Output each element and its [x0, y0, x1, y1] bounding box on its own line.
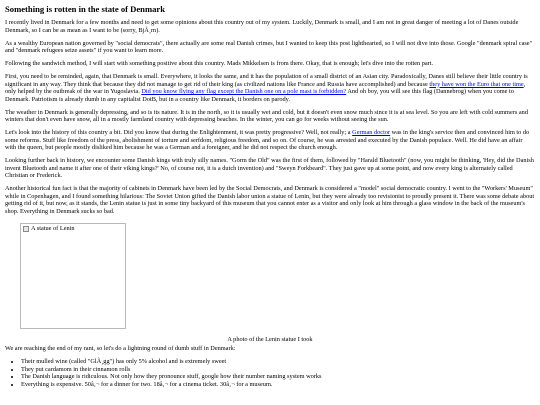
euro-win-link[interactable]: they have won the Euro that one time	[429, 80, 524, 88]
small-country-text-2: , only helped by the outbreak of the war in Yugoslavia.	[5, 80, 526, 95]
history-text-2: was in the king's service then and convinced him to do some reforms. Stuff like freedom of the press, abolishment of torture and serfdom, religious freedom, and so on. Of course, he was arrested and executed by the Danish populace. Well. He did have an affair with the queen, but people mostly disliked him because he was a German and a foreigner, and he did not respect the church enough.	[5, 129, 530, 151]
list-item: • The Danish language is ridiculous. Not only how they pronounce stuff, google how their number naming system works	[21, 373, 535, 381]
small-country-text-1: First, you need to be reminded, again, that Denmark is small. Everywhere, it looks the same, and it has the population of a small district of an Asian city. Paradoxically, Danes still believe their little country is significant in any way. They think that because they did not manage to get rid of their king (as civilized nations like France and Russia have accomplished) and because	[5, 73, 528, 88]
image-alt	[23, 225, 75, 233]
kings-paragraph: Looking further back in history, we encounter some Danish kings with truly silly names. "Gorm the Old" was the first of them, followed by "Harald Bluetooth" (now, you might be thinking, 'Hey, did the Danish invent Bluetooth and name it after one of their viking kings?' No, of course not, it is a dutch invention) and "Sweyn Forkbeard". They just gave up at some point, and now every king is alternately called Christian or Frederick.	[5, 157, 534, 179]
intro-paragraph: I recently lived in Denmark for a few months and need to get some opinions about this country out of my system. Luckily, Denmark is small, and I am not in great danger of meeting a lot of Danes outside Denmark, so I can be as mean as I want to be (sorry, BjÃ¸rn).	[5, 19, 519, 34]
history-text-1: Let's look into the history of this country a bit. Did you know that during the Enlightenment, it was pretty progressive? Well, not really; a	[5, 129, 353, 136]
dumb-stuff-list	[5, 358, 535, 388]
weather-paragraph: The weather in Denmark is generally depressing, and so is its nature. It is in the north, so it is usually wet and cold, but it doesn't even snow much since it is at sea level. So you are left with cold summers and winters that don't even have snow, all in a mostly farmland country with depressing beaches. In the winter, you can go for weeks without seeing the sun.	[5, 108, 528, 123]
lightning-round-paragraph: We are reaching the end of my rant, so let's do a lightning round of dumb stuff in Denmark:	[5, 345, 236, 352]
figure-caption: A photo of the Lenin statue I took	[227, 336, 313, 343]
list-item: • They put cardamom in their cinnamon rolls	[21, 366, 535, 374]
lenin-paragraph: Another historical fun fact is that the majority of cabinets in Denmark have been led by the Social Democrats, and Denmark is considered a "model" social democratic country. I went to the "Workers' Museum" while in Copenhagen, and I found something hilarious: The Soviet Union gifted the Danish labor union a statue of Lenin, but they were already too revisionist to proudly present it. There was some debate about getting rid of it, but now, as it stands, the Lenin statue is just in some tiny backyard of this museum that you cannot enter as a visitor and only look at him through a glass window in the back of the museum's shop. Everything in Denmark sucks so bad.	[5, 185, 535, 215]
history-paragraph	[5, 129, 535, 152]
page-title: Something is rotten in the state of Denmark	[5, 4, 166, 14]
lenin-statue-image	[20, 223, 126, 329]
small-country-text-3: And oh boy, you will see this flag (Dannebrog) when you come to Denmark. Patriotism is already dumb in any capitalist DotB, but in a country like Denmark, it borders on parody.	[5, 88, 514, 103]
democrats-paragraph: As a wealthy European nation governed by "social democrats", there actually are some real Danish crimes, but I wanted to keep this post lighthearted, so I will not dive into those. Google "denmark spiral case" and "denmark refugees seize assets" if you want to learn more.	[5, 39, 533, 54]
list-item: • Their mulled wine (called "GlÃ¸gg") has only 5% alcohol and is extremely sweet	[21, 358, 535, 366]
flag-rule-link[interactable]: Did you know flying any flag except the Danish one on a pole mast is forbidden?	[141, 88, 347, 95]
sandwich-paragraph: Following the sandwich method, I will start with something positive about this country. Mads Mikkelsen is from there. Okay, that is enough; let's dive into the rotten part.	[5, 60, 434, 67]
broken-image-icon	[23, 226, 29, 232]
german-doctor-link[interactable]: German doctor	[352, 129, 391, 136]
small-country-paragraph	[5, 73, 535, 103]
image-alt-text: A statue of Lenin	[31, 225, 75, 232]
lenin-figure	[5, 223, 535, 345]
list-item: • Everything is expensive. 50â‚¬ for a dinner for two. 18â‚¬ for a cinema ticket. 30â‚¬ for a museum.	[21, 381, 535, 389]
